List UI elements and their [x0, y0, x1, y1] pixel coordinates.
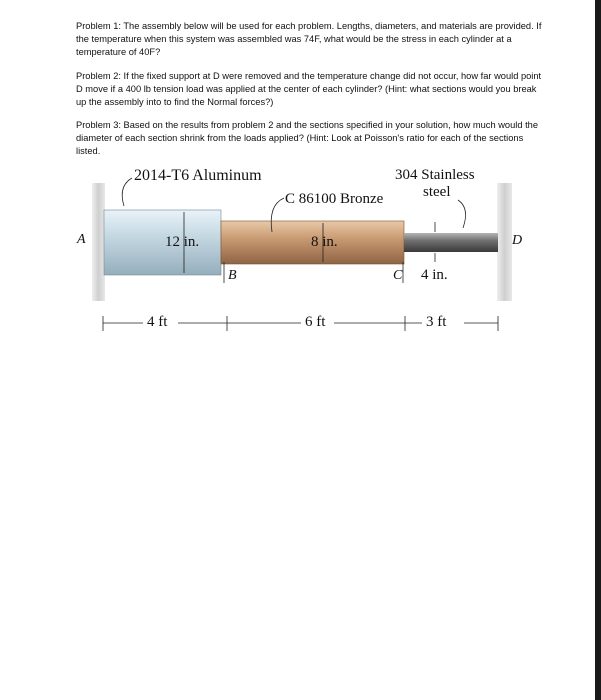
- left-wall-support: [92, 183, 105, 301]
- bronze-length-label: 6 ft: [305, 314, 326, 330]
- steel-diameter-label: 4 in.: [421, 267, 448, 283]
- steel-rod: [404, 233, 498, 252]
- page-edge: [595, 0, 601, 700]
- point-d-label: D: [512, 233, 523, 248]
- problem-3-text: Problem 3: Based on the results from problem 2 and the sections specified in your solution, how much would the diameter of each section shrink from the loads applied? (Hint: Look at Poisson's ratio for each of the sections listed.: [76, 120, 538, 156]
- problem-1-text: Problem 1: The assembly below will be used for each problem. Lengths, diameters, and materials are provided. If the temperature when this system was assembled was 74F, what would be the stress in each cylinder at a temperature of 40F?: [76, 21, 542, 57]
- right-wall-support: [497, 183, 512, 301]
- aluminum-diameter-label: 12 in.: [165, 234, 200, 250]
- point-a-label: A: [77, 232, 86, 247]
- point-b-label: B: [228, 268, 237, 283]
- steel-length-label: 3 ft: [426, 314, 447, 330]
- steel-material-label-line2: steel: [423, 184, 451, 200]
- steel-material-label-line1: 304 Stainless: [395, 167, 475, 183]
- aluminum-cylinder: [104, 210, 221, 275]
- aluminum-length-label: 4 ft: [147, 314, 168, 330]
- point-c-label: C: [393, 268, 403, 283]
- problem-2-text: Problem 2: If the fixed support at D were removed and the temperature change did not occur, how far would point D move if a 400 lb tension load was applied at the center of each cylinder? (Hint: what sections would you break up the assembly into to find the Normal forces?): [76, 71, 542, 107]
- aluminum-leader: [122, 178, 132, 206]
- bronze-material-label: C 86100 Bronze: [285, 191, 384, 207]
- steel-leader: [458, 200, 466, 228]
- aluminum-material-label: 2014-T6 Aluminum: [134, 167, 262, 184]
- bronze-diameter-label: 8 in.: [311, 234, 338, 250]
